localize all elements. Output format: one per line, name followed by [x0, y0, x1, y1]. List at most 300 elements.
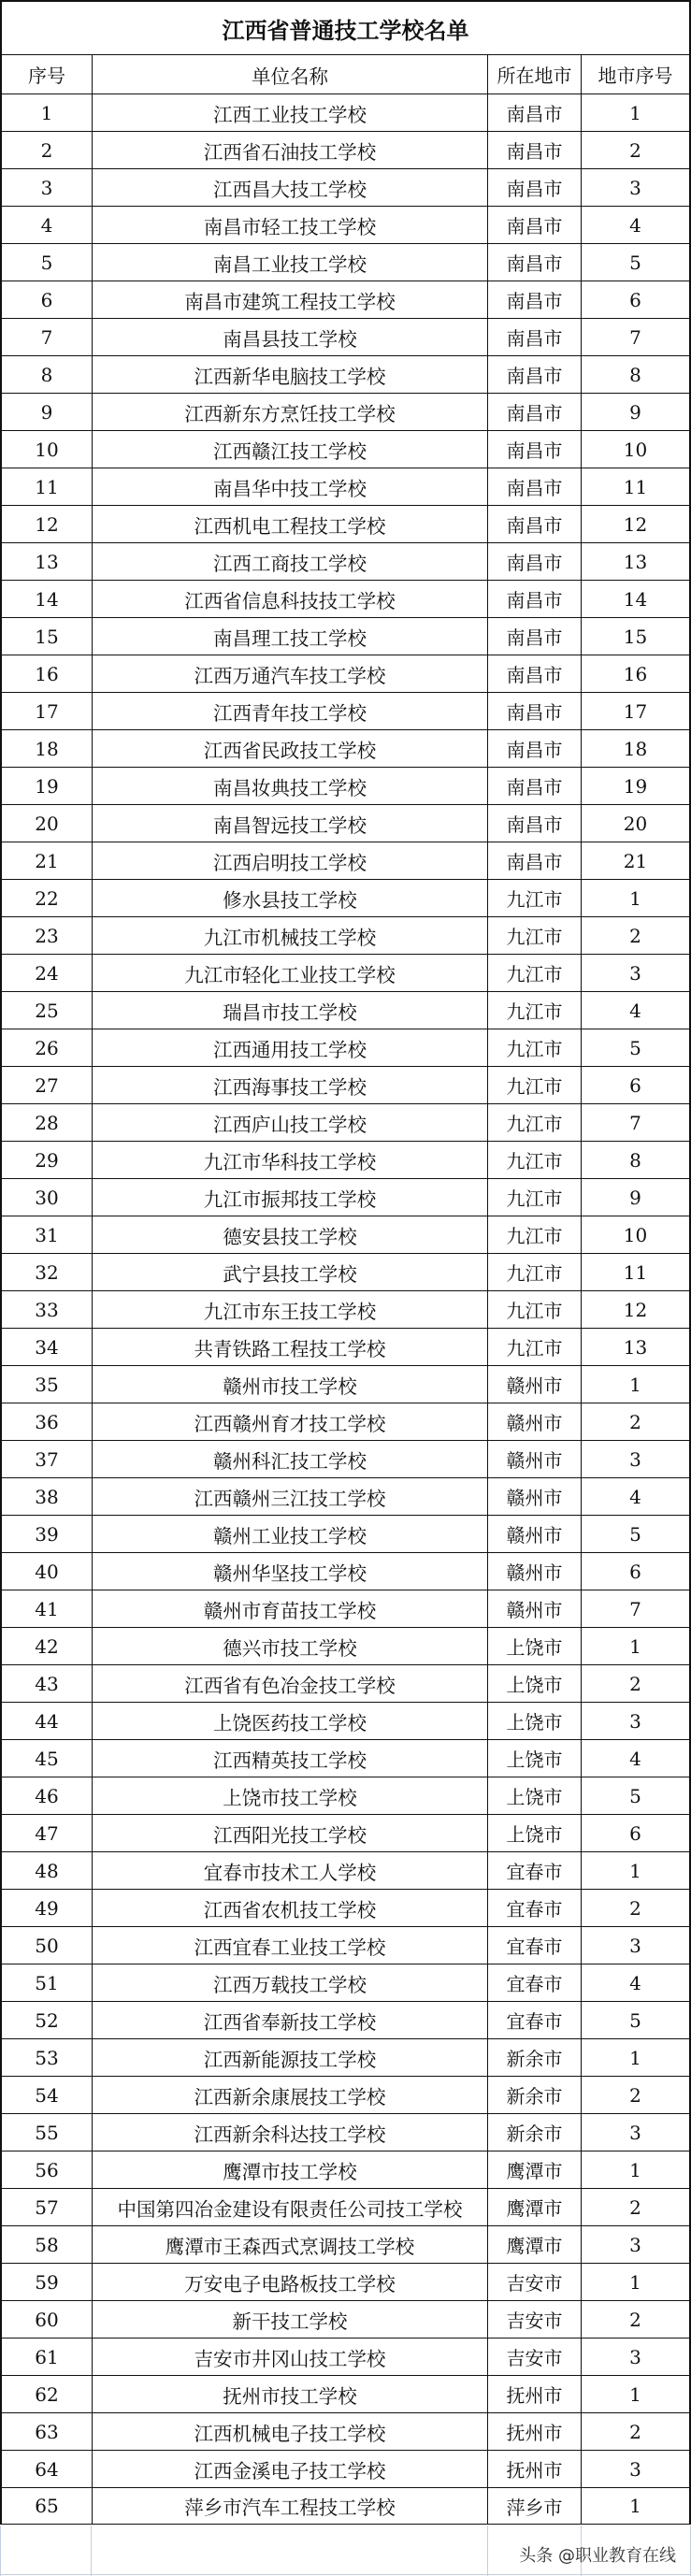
school-name: 南昌市轻工技工学校: [93, 207, 488, 243]
row-index: 41: [2, 1590, 93, 1627]
table-row: [0, 2375, 691, 2412]
row-index: 11: [2, 468, 93, 505]
city-index: 9: [629, 1186, 641, 1209]
header-school-name: 单位名称: [93, 55, 488, 94]
city-index: 3: [629, 1934, 641, 1957]
city-index: 5: [629, 251, 641, 274]
city: 赣州市: [488, 1366, 582, 1403]
city: 九江市: [488, 955, 582, 991]
row-index: 35: [2, 1366, 93, 1403]
school-name: 上饶医药技工学校: [93, 1703, 488, 1739]
city: 九江市: [488, 1291, 582, 1328]
table-row: [0, 1627, 691, 1664]
row-index: 14: [2, 581, 93, 617]
gridline: [0, 2574, 691, 2575]
row-index: 42: [2, 1628, 93, 1664]
table-row: [0, 1515, 691, 1552]
table-row: [0, 1477, 691, 1515]
city: 赣州市: [488, 1441, 582, 1477]
table-row: [0, 617, 691, 655]
school-name: 江西万载技工学校: [93, 1964, 488, 2001]
city-index: 2: [629, 2083, 641, 2107]
school-name: 江西金溪电子技工学校: [93, 2451, 488, 2487]
school-name: 江西省奉新技工学校: [93, 2002, 488, 2038]
school-name: 江西万通汽车技工学校: [93, 655, 488, 692]
city: 赣州市: [488, 1590, 582, 1627]
city-index: 20: [623, 812, 648, 835]
city-index: 2: [629, 2195, 641, 2219]
city-index: 7: [629, 1111, 641, 1134]
row-index: 6: [2, 281, 93, 318]
table-row: [0, 2263, 691, 2300]
table-row: [0, 1739, 691, 1777]
table-row: [0, 1702, 691, 1739]
school-name: 江西赣江技工学校: [93, 431, 488, 468]
table-row: [0, 1029, 691, 1066]
header-index: 序号: [2, 55, 93, 94]
city: 南昌市: [488, 581, 582, 617]
table-row: [0, 2001, 691, 2038]
table-row: [0, 1253, 691, 1290]
city-index: 6: [629, 1073, 641, 1097]
school-name: 南昌市建筑工程技工学校: [93, 281, 488, 318]
row-index: 24: [2, 955, 93, 991]
school-name: 江西省民政技工学校: [93, 730, 488, 767]
city-index: 2: [629, 2420, 641, 2443]
school-name: 江西阳光技工学校: [93, 1815, 488, 1851]
school-name: 南昌妆典技工学校: [93, 768, 488, 804]
city-index: 17: [623, 699, 648, 723]
city-index: 4: [629, 1485, 641, 1508]
row-index: 18: [2, 730, 93, 767]
city: 南昌市: [488, 431, 582, 468]
table-row: [0, 505, 691, 542]
city: 抚州市: [488, 2413, 582, 2450]
row-index: 48: [2, 1852, 93, 1889]
city-index: 4: [629, 1747, 641, 1770]
school-name: 赣州市育苗技工学校: [93, 1590, 488, 1627]
school-name: 江西省信息科技技工学校: [93, 581, 488, 617]
table-row: [0, 879, 691, 916]
table-row: [0, 2412, 691, 2450]
row-index: 4: [2, 207, 93, 243]
table-row: [0, 1178, 691, 1216]
city: 新余市: [488, 2077, 582, 2113]
city: 上饶市: [488, 1815, 582, 1851]
city: 九江市: [488, 1329, 582, 1365]
city-index: 1: [629, 101, 641, 124]
school-name: 江西青年技工学校: [93, 693, 488, 729]
row-index: 57: [2, 2189, 93, 2225]
city-index: 1: [629, 886, 641, 910]
city: 宜春市: [488, 1852, 582, 1889]
table-row: [0, 355, 691, 393]
row-index: 49: [2, 1890, 93, 1926]
city-index: 2: [629, 138, 641, 162]
city: 南昌市: [488, 132, 582, 168]
city-index: 2: [629, 1410, 641, 1433]
school-name: 瑞昌市技工学校: [93, 992, 488, 1029]
row-index: 40: [2, 1553, 93, 1590]
city: 赣州市: [488, 1478, 582, 1515]
city-index: 15: [623, 625, 648, 648]
city-index: 3: [629, 2345, 641, 2368]
school-name: 赣州科汇技工学校: [93, 1441, 488, 1477]
header-city-index: 地市序号: [597, 65, 673, 87]
school-name: 万安电子电路板技工学校: [93, 2264, 488, 2300]
row-index: 29: [2, 1142, 93, 1178]
city-index: 1: [629, 2495, 641, 2517]
row-index: 46: [2, 1777, 93, 1814]
footer-area: [0, 2526, 691, 2576]
row-index: 15: [2, 618, 93, 655]
school-name: 修水县技工学校: [93, 880, 488, 916]
table-row: [0, 1926, 691, 1964]
table-row: [0, 1664, 691, 1702]
row-index: 19: [2, 768, 93, 804]
table-row: [0, 206, 691, 243]
city-index: 12: [623, 1298, 648, 1321]
school-name: 南昌工业技工学校: [93, 244, 488, 281]
city-index: 13: [623, 550, 648, 573]
city-index: 1: [629, 2270, 641, 2294]
city: 九江市: [488, 1179, 582, 1216]
gridline: [91, 2526, 92, 2576]
city-index: 6: [629, 1821, 641, 1845]
table-row: [0, 1290, 691, 1328]
city-index: 1: [629, 1859, 641, 1882]
school-name: 江西赣州三江技工学校: [93, 1478, 488, 1515]
city: 上饶市: [488, 1777, 582, 1814]
city-index: 3: [629, 1447, 641, 1471]
city-index: 3: [629, 2457, 641, 2481]
table-row: [0, 991, 691, 1029]
school-name: 江西省有色冶金技工学校: [93, 1665, 488, 1702]
school-name: 江西工业技工学校: [93, 94, 488, 131]
row-index: 27: [2, 1067, 93, 1103]
city: 抚州市: [488, 2376, 582, 2412]
city: 南昌市: [488, 805, 582, 842]
table-row: [0, 2151, 691, 2188]
row-index: 23: [2, 917, 93, 954]
city: 吉安市: [488, 2264, 582, 2300]
row-index: 34: [2, 1329, 93, 1365]
city: 上饶市: [488, 1665, 582, 1702]
table-row: [0, 1590, 691, 1627]
school-name: 德兴市技工学校: [93, 1628, 488, 1664]
city-index: 1: [629, 1634, 641, 1658]
row-index: 52: [2, 2002, 93, 2038]
row-index: 9: [2, 394, 93, 430]
row-index: 65: [2, 2488, 93, 2524]
city: 赣州市: [488, 1553, 582, 1590]
school-name: 九江市机械技工学校: [93, 917, 488, 954]
table-row: [0, 2487, 691, 2525]
city: 南昌市: [488, 543, 582, 580]
city-index: 7: [629, 325, 641, 349]
school-name: 鹰潭市王森西式烹调技工学校: [93, 2226, 488, 2263]
school-name: 江西机械电子技工学校: [93, 2413, 488, 2450]
city: 九江市: [488, 1067, 582, 1103]
watermark: 头条 @职业教育在线: [519, 2546, 676, 2566]
city: 南昌市: [488, 842, 582, 879]
table-row: [0, 94, 691, 131]
school-name: 江西新余康展技工学校: [93, 2077, 488, 2113]
gridline: [0, 2526, 1, 2576]
table-row: [0, 2450, 691, 2487]
school-name: 江西宜春工业技工学校: [93, 1927, 488, 1964]
city-index: 6: [629, 1560, 641, 1583]
school-name: 宜春市技术工人学校: [93, 1852, 488, 1889]
row-index: 26: [2, 1029, 93, 1066]
school-name: 江西省农机技工学校: [93, 1890, 488, 1926]
city: 新余市: [488, 2039, 582, 2076]
table-row: [0, 1403, 691, 1440]
city: 抚州市: [488, 2451, 582, 2487]
row-index: 64: [2, 2451, 93, 2487]
row-index: 39: [2, 1516, 93, 1552]
school-name: 上饶市技工学校: [93, 1777, 488, 1814]
school-name: 德安县技工学校: [93, 1216, 488, 1253]
city-index: 1: [629, 2382, 641, 2406]
row-index: 17: [2, 693, 93, 729]
row-index: 61: [2, 2339, 93, 2375]
city: 南昌市: [488, 319, 582, 355]
table-row: [0, 243, 691, 281]
row-index: 30: [2, 1179, 93, 1216]
city: 南昌市: [488, 730, 582, 767]
city-index: 8: [629, 1148, 641, 1172]
city: 南昌市: [488, 693, 582, 729]
city-index: 16: [623, 662, 648, 685]
city: 九江市: [488, 992, 582, 1029]
city: 九江市: [488, 880, 582, 916]
row-index: 25: [2, 992, 93, 1029]
row-index: 31: [2, 1216, 93, 1253]
school-name: 赣州市技工学校: [93, 1366, 488, 1403]
school-name: 江西赣州育才技工学校: [93, 1403, 488, 1440]
table-title: 江西省普通技工学校名单: [0, 0, 691, 54]
row-index: 37: [2, 1441, 93, 1477]
city-index: 5: [629, 1784, 641, 1807]
city: 上饶市: [488, 1740, 582, 1777]
table-row: [0, 2338, 691, 2375]
city-index: 2: [629, 1896, 641, 1920]
row-index: 12: [2, 506, 93, 542]
city: 鹰潭市: [488, 2189, 582, 2225]
city: 鹰潭市: [488, 2151, 582, 2188]
city: 南昌市: [488, 356, 582, 393]
school-name: 南昌华中技工学校: [93, 468, 488, 505]
table-row: [0, 281, 691, 318]
city-index: 7: [629, 1597, 641, 1620]
city: 南昌市: [488, 768, 582, 804]
city-index: 1: [629, 1373, 641, 1396]
school-name: 江西机电工程技工学校: [93, 506, 488, 542]
city-index: 5: [629, 2008, 641, 2032]
table-row: [0, 954, 691, 991]
table-row: [0, 1814, 691, 1851]
school-name: 共青铁路工程技工学校: [93, 1329, 488, 1365]
city: 南昌市: [488, 94, 582, 131]
table-body: [0, 94, 691, 2525]
city-index: 10: [623, 1223, 648, 1246]
table-row: [0, 1103, 691, 1141]
city-index: 11: [623, 1260, 648, 1284]
row-index: 2: [2, 132, 93, 168]
row-index: 56: [2, 2151, 93, 2188]
school-name: 南昌智远技工学校: [93, 805, 488, 842]
table-row: [0, 2188, 691, 2225]
table-row: [0, 1141, 691, 1178]
school-name: 江西新能源技工学校: [93, 2039, 488, 2076]
city: 新余市: [488, 2114, 582, 2151]
school-name: 江西昌大技工学校: [93, 169, 488, 206]
school-name: 江西庐山技工学校: [93, 1104, 488, 1141]
row-index: 10: [2, 431, 93, 468]
row-index: 21: [2, 842, 93, 879]
row-index: 36: [2, 1403, 93, 1440]
school-name: 江西新余科达技工学校: [93, 2114, 488, 2151]
table-row: [0, 692, 691, 729]
row-index: 47: [2, 1815, 93, 1851]
row-index: 54: [2, 2077, 93, 2113]
school-name: 江西通用技工学校: [93, 1029, 488, 1066]
city-index: 4: [629, 213, 641, 237]
school-name: 江西海事技工学校: [93, 1067, 488, 1103]
table-row: [0, 655, 691, 692]
city-index: 10: [623, 438, 648, 461]
city-index: 4: [629, 1971, 641, 1994]
table-row: [0, 1066, 691, 1103]
row-index: 59: [2, 2264, 93, 2300]
row-index: 50: [2, 1927, 93, 1964]
table-row: [0, 2113, 691, 2151]
row-index: 60: [2, 2301, 93, 2338]
city: 宜春市: [488, 1964, 582, 2001]
table-row: [0, 468, 691, 505]
city-index: 2: [629, 1672, 641, 1695]
city: 萍乡市: [488, 2488, 582, 2524]
row-index: 33: [2, 1291, 93, 1328]
city: 宜春市: [488, 2002, 582, 2038]
city-index: 21: [623, 849, 648, 872]
table-row: [0, 318, 691, 355]
city-index: 4: [629, 999, 641, 1022]
table-row: [0, 767, 691, 804]
row-index: 53: [2, 2039, 93, 2076]
school-name: 南昌理工技工学校: [93, 618, 488, 655]
school-name: 九江市东王技工学校: [93, 1291, 488, 1328]
city: 南昌市: [488, 618, 582, 655]
city-index: 18: [623, 737, 648, 760]
table-row: [0, 1328, 691, 1365]
table-row: [0, 2076, 691, 2113]
school-name: 抚州市技工学校: [93, 2376, 488, 2412]
table-row: [0, 1851, 691, 1889]
city: 宜春市: [488, 1927, 582, 1964]
table-row: [0, 1216, 691, 1253]
city: 南昌市: [488, 169, 582, 206]
school-name: 江西省石油技工学校: [93, 132, 488, 168]
city: 南昌市: [488, 506, 582, 542]
table-row: [0, 2038, 691, 2076]
city-index: 5: [629, 1036, 641, 1059]
city: 九江市: [488, 1029, 582, 1066]
city-index: 11: [623, 475, 648, 498]
school-name: 江西工商技工学校: [93, 543, 488, 580]
row-index: 55: [2, 2114, 93, 2151]
gridline: [487, 2526, 488, 2576]
city: 南昌市: [488, 281, 582, 318]
row-index: 28: [2, 1104, 93, 1141]
table-row: [0, 1365, 691, 1403]
city: 南昌市: [488, 207, 582, 243]
table-row: [0, 393, 691, 430]
row-index: 22: [2, 880, 93, 916]
table-row: [0, 2225, 691, 2263]
city-index: 12: [623, 512, 648, 536]
school-name: 江西精英技工学校: [93, 1740, 488, 1777]
city: 上饶市: [488, 1703, 582, 1739]
school-name: 九江市轻化工业技工学校: [93, 955, 488, 991]
table-row: [0, 430, 691, 468]
school-name: 江西新东方烹饪技工学校: [93, 394, 488, 430]
table-row: [0, 1777, 691, 1814]
row-index: 43: [2, 1665, 93, 1702]
city-index: 3: [629, 1709, 641, 1733]
row-index: 45: [2, 1740, 93, 1777]
city: 鹰潭市: [488, 2226, 582, 2263]
row-index: 58: [2, 2226, 93, 2263]
row-index: 1: [2, 94, 93, 131]
table-row: [0, 131, 691, 168]
school-name: 萍乡市汽车工程技工学校: [93, 2488, 488, 2524]
row-index: 51: [2, 1964, 93, 2001]
row-index: 16: [2, 655, 93, 692]
school-name: 新干技工学校: [93, 2301, 488, 2338]
city: 宜春市: [488, 1890, 582, 1926]
city-index: 9: [629, 400, 641, 424]
city: 南昌市: [488, 655, 582, 692]
row-index: 8: [2, 356, 93, 393]
table-row: [0, 804, 691, 842]
row-index: 20: [2, 805, 93, 842]
row-index: 3: [2, 169, 93, 206]
table-row: [0, 1889, 691, 1926]
city-index: 14: [623, 587, 648, 611]
table-row: [0, 542, 691, 580]
city-index: 19: [623, 774, 648, 798]
city: 赣州市: [488, 1403, 582, 1440]
table-row: [0, 1964, 691, 2001]
table-row: [0, 168, 691, 206]
school-name: 鹰潭市技工学校: [93, 2151, 488, 2188]
city: 九江市: [488, 1254, 582, 1290]
city-index: 3: [629, 176, 641, 199]
row-index: 13: [2, 543, 93, 580]
table-row: [0, 916, 691, 954]
city-index: 2: [629, 2308, 641, 2331]
school-name: 南昌县技工学校: [93, 319, 488, 355]
city: 九江市: [488, 1104, 582, 1141]
table-row: [0, 2300, 691, 2338]
school-name: 江西启明技工学校: [93, 842, 488, 879]
school-name: 赣州工业技工学校: [93, 1516, 488, 1552]
city-index: 5: [629, 1522, 641, 1546]
row-index: 38: [2, 1478, 93, 1515]
header-city: 所在地市: [488, 55, 582, 94]
